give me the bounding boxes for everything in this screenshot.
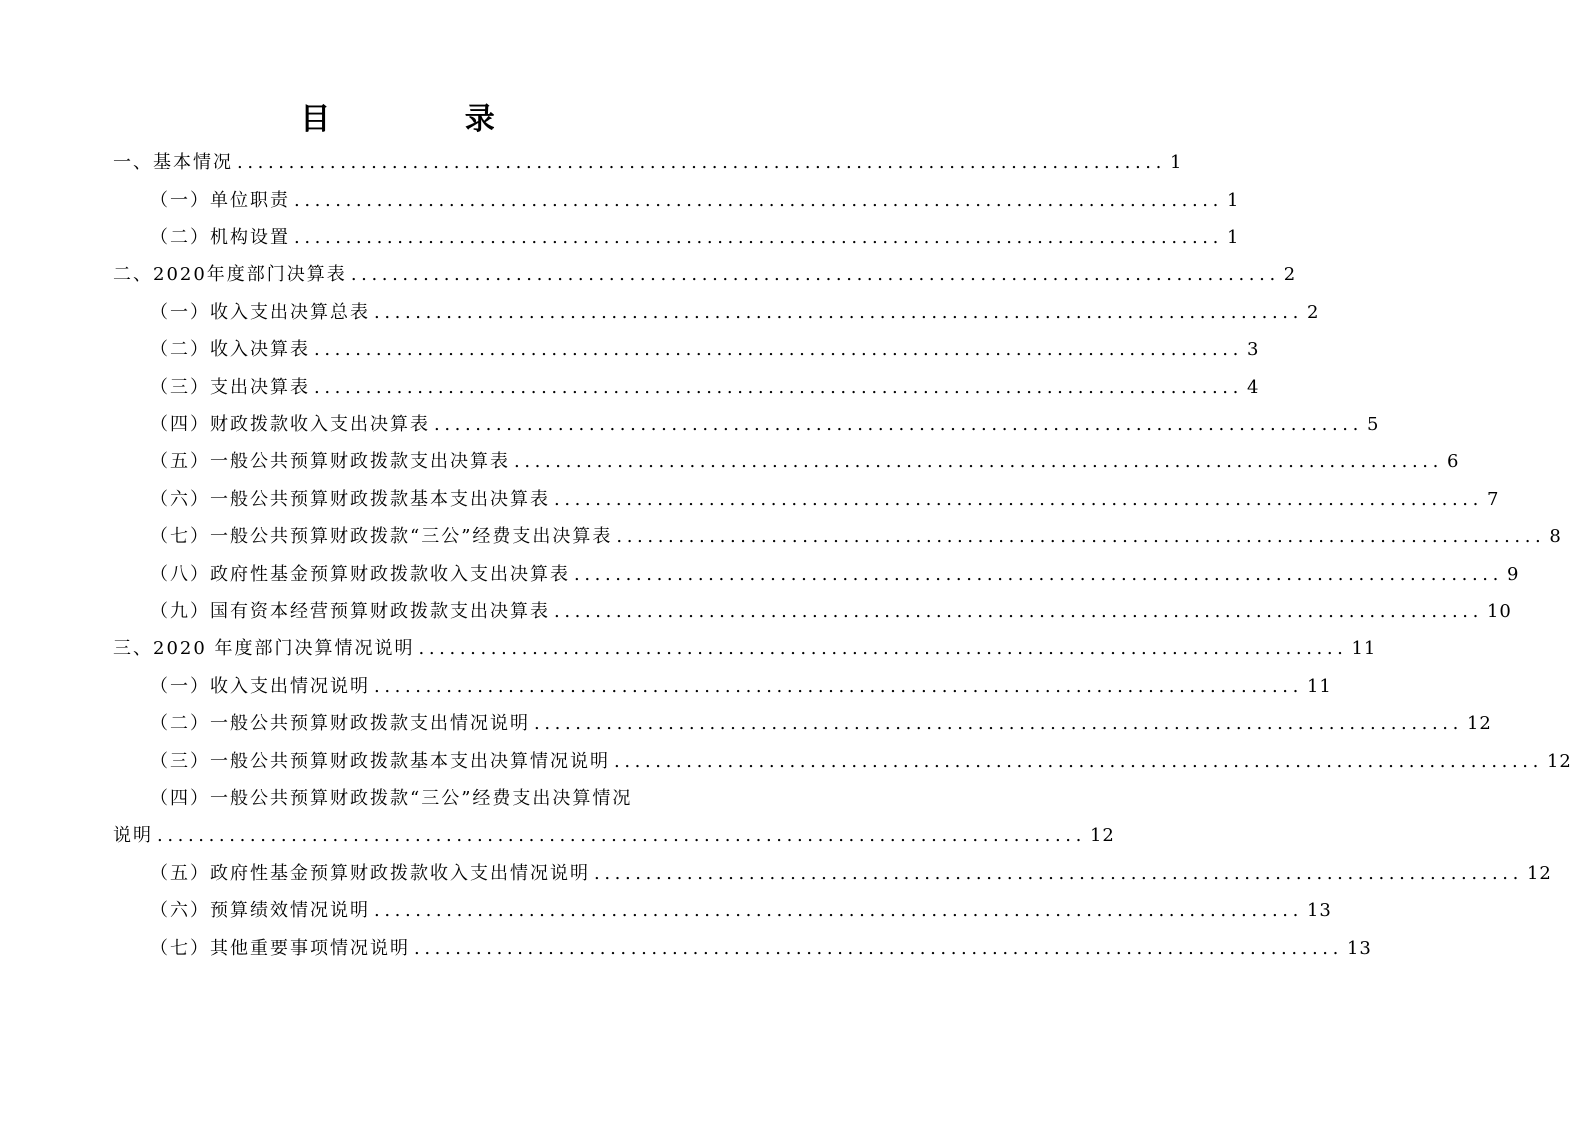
- page-title: 目 录: [300, 102, 557, 137]
- toc-entry-label: （三）支出决算表: [150, 377, 310, 398]
- dot-leader: ..........................................................................................: [157, 825, 1086, 846]
- dot-leader: ..........................................................................................: [418, 638, 1348, 659]
- toc-entry[interactable]: [150, 519, 1562, 549]
- toc-entry-page: 4: [1246, 377, 1260, 398]
- dot-leader: ..........................................................................................: [374, 676, 1303, 697]
- toc-entry-page: 2: [1306, 302, 1320, 323]
- toc-entry[interactable]: [150, 669, 1332, 699]
- dot-leader: ..........................................................................................: [294, 227, 1223, 248]
- toc-entry[interactable]: [150, 295, 1320, 325]
- dot-leader: ..........................................................................................: [374, 900, 1303, 921]
- toc-entry-label: （二）机构设置: [150, 227, 290, 248]
- toc-entry-page: 3: [1246, 339, 1260, 360]
- toc-entry-label: （六）预算绩效情况说明: [150, 900, 370, 921]
- toc-entry[interactable]: [150, 557, 1520, 587]
- toc-entry[interactable]: [150, 444, 1460, 474]
- toc-entry-page: 2: [1283, 264, 1297, 285]
- dot-leader: ..........................................................................................: [574, 564, 1503, 585]
- toc-entry[interactable]: [150, 183, 1240, 213]
- toc-entry-label: （一）收入支出情况说明: [150, 676, 370, 697]
- toc-entry[interactable]: [150, 220, 1240, 250]
- toc-entry[interactable]: [150, 744, 1572, 774]
- toc-entry[interactable]: [150, 856, 1552, 886]
- toc-entry-label: （六）一般公共预算财政拨款基本支出决算表: [150, 489, 550, 510]
- toc-entry-page: 9: [1506, 564, 1520, 585]
- toc-entry-label: （四）财政拨款收入支出决算表: [150, 414, 430, 435]
- toc-entry-page: 12: [1526, 863, 1552, 884]
- dot-leader: ..........................................................................................: [350, 264, 1280, 285]
- toc-entry[interactable]: [150, 893, 1332, 923]
- toc-entry-label-continued: 说明: [113, 825, 153, 846]
- toc-entry-page: 10: [1486, 601, 1512, 622]
- toc-entry[interactable]: [150, 370, 1260, 400]
- toc-entry[interactable]: [113, 818, 1115, 848]
- toc-entry[interactable]: [150, 482, 1500, 512]
- toc-entry[interactable]: [150, 706, 1492, 736]
- toc-entry-label: （五）政府性基金预算财政拨款收入支出情况说明: [150, 863, 590, 884]
- toc-entry-label: （四）一般公共预算财政拨款“三公”经费支出决算情况: [150, 788, 633, 809]
- toc-entry-page: 8: [1549, 526, 1562, 547]
- toc-entry[interactable]: [113, 631, 1377, 661]
- toc-entry[interactable]: [113, 145, 1183, 175]
- toc-entry[interactable]: [150, 931, 1372, 961]
- dot-leader: ..........................................................................................: [616, 526, 1546, 547]
- dot-leader: ..........................................................................................: [294, 190, 1223, 211]
- toc-entry-label: 一、基本情况: [113, 152, 233, 173]
- dot-leader: ..........................................................................................: [514, 451, 1443, 472]
- toc-entry-wrapped-line[interactable]: [150, 781, 710, 811]
- toc-entry-page: 1: [1169, 152, 1183, 173]
- toc-entry-label: （八）政府性基金预算财政拨款收入支出决算表: [150, 564, 570, 585]
- toc-entry-label: （一）收入支出决算总表: [150, 302, 370, 323]
- toc-entry-page: 7: [1486, 489, 1500, 510]
- dot-leader: ..........................................................................................: [554, 489, 1483, 510]
- toc-entry[interactable]: [150, 407, 1380, 437]
- toc-entry-label: （五）一般公共预算财政拨款支出决算表: [150, 451, 510, 472]
- toc-entry-page: 12: [1089, 825, 1115, 846]
- dot-leader: ..........................................................................................: [534, 713, 1463, 734]
- toc-entry-page: 11: [1351, 638, 1377, 659]
- dot-leader: ..........................................................................................: [594, 863, 1523, 884]
- dot-leader: ..........................................................................................: [314, 377, 1243, 398]
- toc-entry-page: 11: [1306, 676, 1332, 697]
- dot-leader: ..........................................................................................: [434, 414, 1363, 435]
- toc-entry-page: 5: [1366, 414, 1380, 435]
- toc-entry[interactable]: [150, 594, 1512, 624]
- toc-entry-page: 12: [1466, 713, 1492, 734]
- toc-entry-label: （二）一般公共预算财政拨款支出情况说明: [150, 713, 530, 734]
- toc-entry-label: （三）一般公共预算财政拨款基本支出决算情况说明: [150, 751, 610, 772]
- toc-entry-page: 13: [1306, 900, 1332, 921]
- toc-entry-page: 1: [1226, 227, 1240, 248]
- toc-entry-label: 二、2020年度部门决算表: [113, 264, 347, 285]
- toc-entry-page: 6: [1446, 451, 1460, 472]
- dot-leader: ..........................................................................................: [614, 751, 1543, 772]
- dot-leader: ..........................................................................................: [554, 601, 1483, 622]
- toc-entry-page: 13: [1346, 938, 1372, 959]
- toc-entry-label: （九）国有资本经营预算财政拨款支出决算表: [150, 601, 550, 622]
- toc-entry-label: （二）收入决算表: [150, 339, 310, 360]
- toc-entry-label: （七）其他重要事项情况说明: [150, 938, 410, 959]
- dot-leader: ..........................................................................................: [237, 152, 1166, 173]
- toc-entry[interactable]: [150, 332, 1260, 362]
- dot-leader: ..........................................................................................: [314, 339, 1243, 360]
- dot-leader: ..........................................................................................: [374, 302, 1303, 323]
- toc-entry-label: （七）一般公共预算财政拨款“三公”经费支出决算表: [150, 526, 613, 547]
- toc-entry[interactable]: [113, 257, 1297, 287]
- toc-entry-page: 1: [1226, 190, 1240, 211]
- toc-entry-page: 12: [1546, 751, 1572, 772]
- dot-leader: ..........................................................................................: [414, 938, 1343, 959]
- toc-entry-label: （一）单位职责: [150, 190, 290, 211]
- toc-entry-label: 三、2020 年度部门决算情况说明: [113, 638, 415, 659]
